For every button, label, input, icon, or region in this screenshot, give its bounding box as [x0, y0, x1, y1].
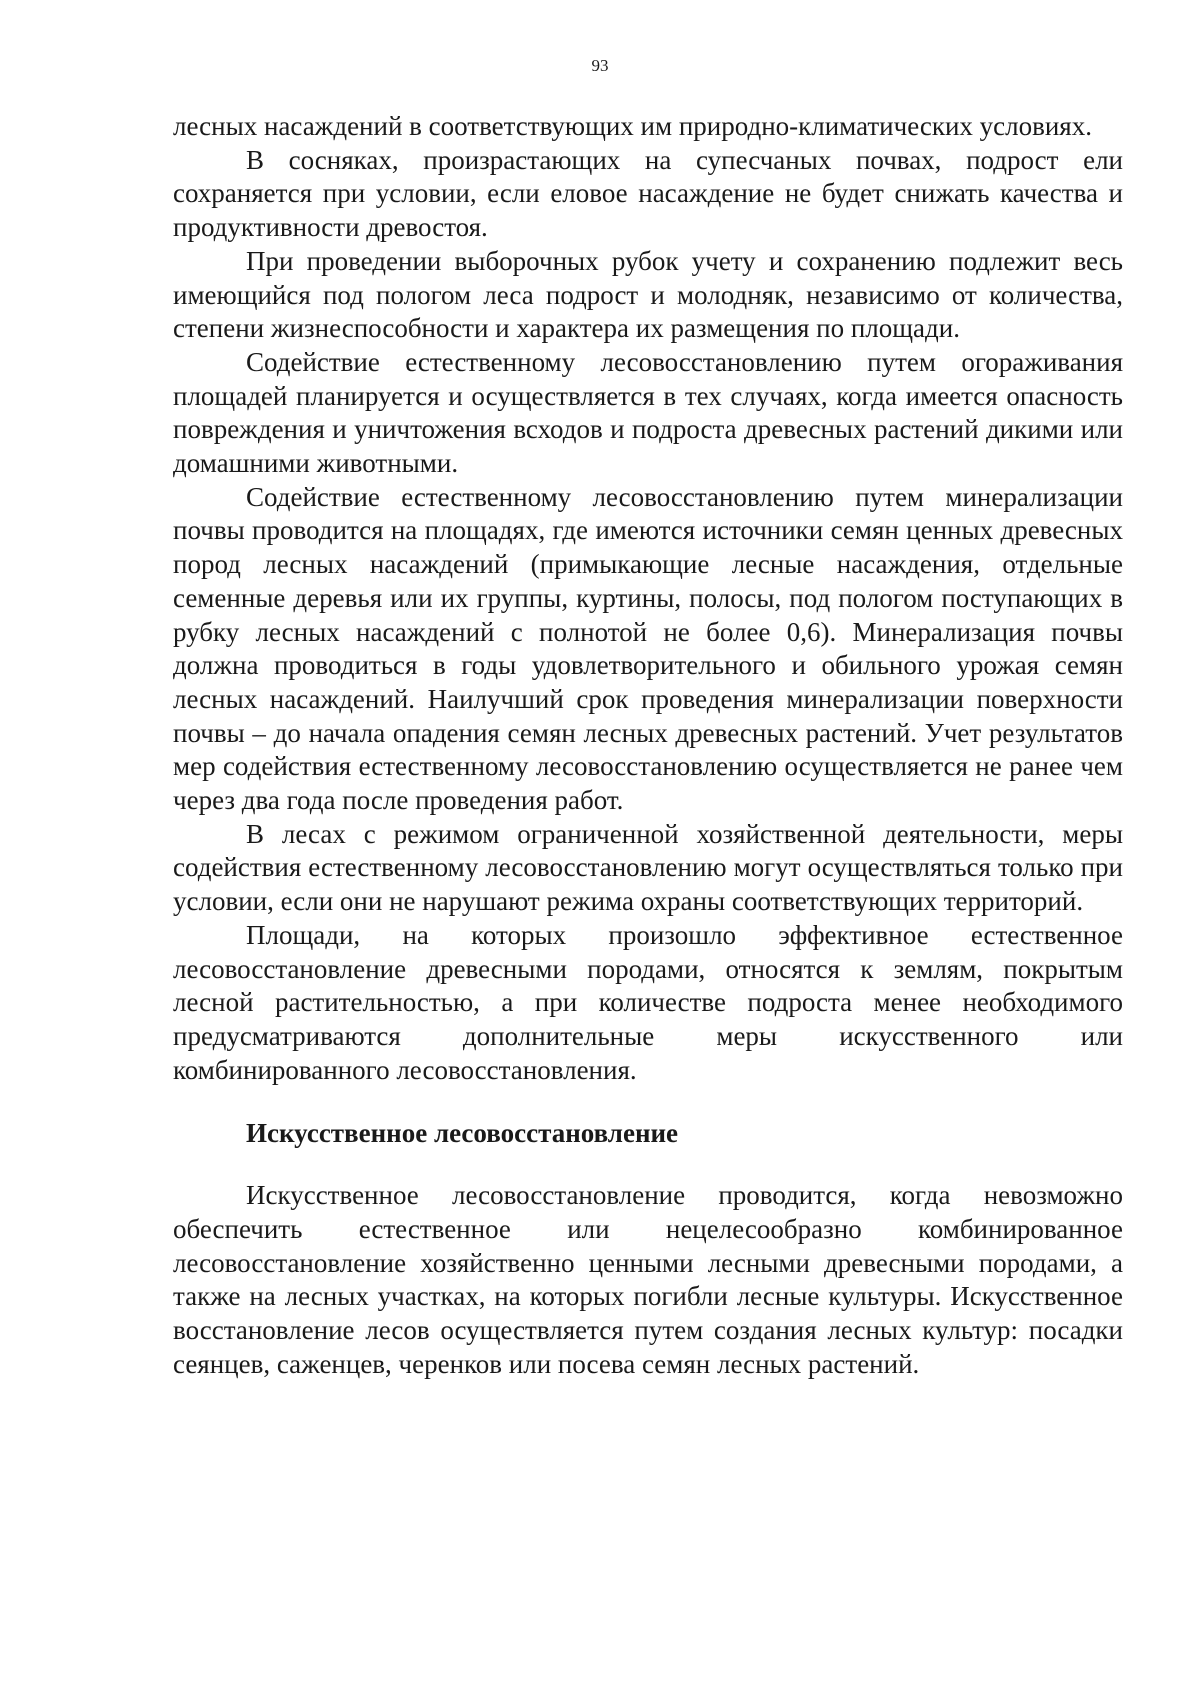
paragraph: При проведении выборочных рубок учету и сохранению подлежит весь имеющийся под пологом леса подрост и молодняк, независимо от количества, степени жизнеспособности и характера их размещения по площади. [173, 245, 1123, 344]
body-text-bottom [173, 1179, 1123, 1381]
page-content [173, 110, 1123, 1381]
section-heading: Искусственное лесовосстановление [246, 1118, 679, 1149]
body-text-top [173, 110, 1123, 1087]
paragraph: В лесах с режимом ограниченной хозяйственной деятельности, меры содействия естественному лесовосстановлению могут осуществляться только при условии, если они не нарушают режима охраны соответствующих территорий. [173, 818, 1123, 917]
paragraph: В сосняках, произрастающих на супесчаных почвах, подрост ели сохраняется при условии, если еловое насаждение не будет снижать качества и продуктивности древостоя. [173, 144, 1123, 243]
paragraph: Содействие естественному лесовосстановлению путем минерализации почвы проводится на площадях, где имеются источники семян ценных древесных пород лесных насаждений (примыкающие лесные насаждения, отдельные семенные деревья или их группы, куртины, полосы, под пологом поступающих в рубку лесных насаждений с полнотой не более 0,6). Минерализация почвы должна проводиться в годы удовлетворительного и обильного урожая семян лесных насаждений. Наилучший срок проведения минерализации поверхности почвы – до начала опадения семян лесных древесных растений. Учет результатов мер содействия естественному лесовосстановлению осуществляется не ранее чем через два года после проведения работ. [173, 481, 1123, 816]
paragraph: Площади, на которых произошло эффективное естественное лесовосстановление древесными породами, относятся к землям, покрытым лесной растительностью, а при количестве подроста менее необходимого предусматриваются дополнительные меры искусственного или комбинированного лесовосстановления. [173, 919, 1123, 1085]
paragraph: лесных насаждений в соответствующих им природно-климатических условиях. [173, 111, 1092, 141]
page-number: 93 [591, 56, 609, 75]
paragraph: Искусственное лесовосстановление проводится, когда невозможно обеспечить естественное или нецелесообразно комбинированное лесовосстановление хозяйственно ценными лесными древесными породами, а также на лесных участках, на которых погибли лесные культуры. Искусственное восстановление лесов осуществляется путем создания лесных культур: посадки сеянцев, саженцев, черенков или посева семян лесных растений. [173, 1180, 1123, 1379]
paragraph: Содействие естественному лесовосстановлению путем огораживания площадей планируется и осуществляется в тех случаях, когда имеется опасность повреждения и уничтожения всходов и подроста древесных растений дикими или домашними животными. [173, 346, 1123, 479]
